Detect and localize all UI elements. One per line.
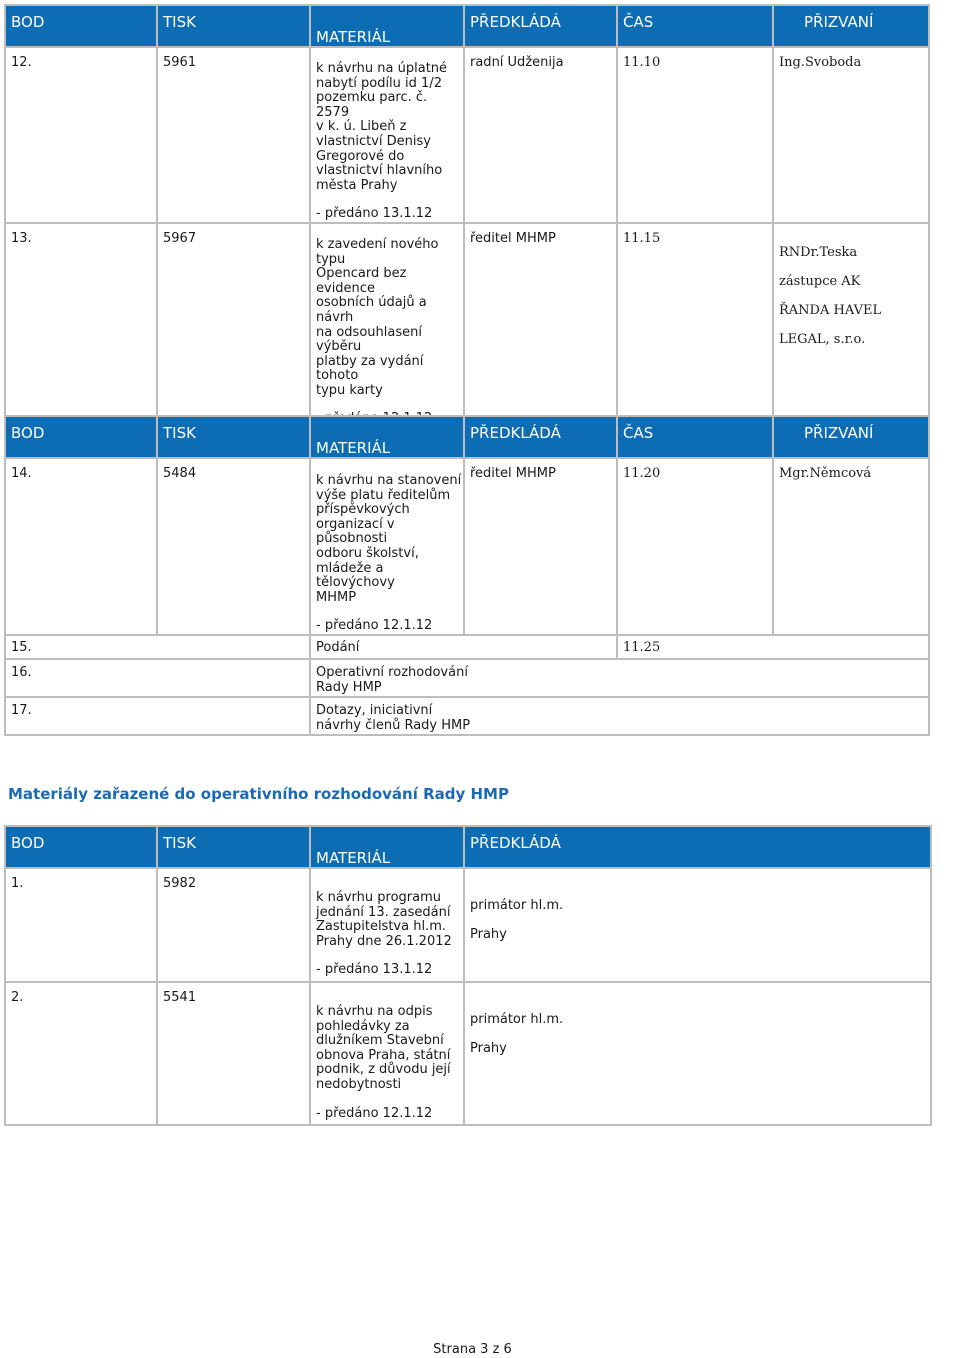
- header-material: MATERIÁL: [310, 416, 464, 458]
- header-tisk: TISK: [157, 5, 310, 47]
- header-material: MATERIÁL: [310, 5, 464, 47]
- prizvani-cell: Mgr.Němcová: [773, 458, 929, 635]
- prizvani-name: ŘANDA HAVEL: [779, 302, 882, 318]
- material-line: MHMP: [316, 589, 357, 605]
- material-line: k návrhu na stanovení: [316, 473, 462, 488]
- bod-cell: 14.: [5, 458, 157, 635]
- material-line: k zavedení nového typu: [316, 236, 439, 267]
- material-line: k návrhu na odpis: [316, 1004, 433, 1019]
- material-line: města Prahy: [316, 177, 398, 193]
- material-line: mládeže a tělovýchovy: [316, 560, 395, 591]
- table-row: [5, 659, 929, 697]
- material-line: organizací v působnosti: [316, 516, 395, 547]
- header-predklada: PŘEDKLÁDÁ: [464, 5, 617, 47]
- tisk-cell: 5541: [157, 982, 310, 1125]
- table-header-row: [5, 5, 929, 47]
- material-line: nedobytnosti: [316, 1076, 402, 1092]
- material-line: platby za vydání tohoto: [316, 353, 424, 384]
- predklada-cell: [464, 982, 931, 1125]
- prizvani-cell: [773, 47, 929, 223]
- predklada-line: primátor hl.m.: [470, 1012, 564, 1027]
- material-cell: [310, 697, 929, 735]
- predano-date: - předáno 13.1.12: [316, 206, 433, 222]
- bod-cell: 12.: [5, 47, 157, 223]
- agenda-table-3: [4, 825, 932, 1126]
- table-row: [5, 458, 929, 635]
- header-cas: ČAS: [617, 416, 773, 458]
- material-line: vlastnictví Denisy: [316, 133, 432, 149]
- table-header-row: [5, 416, 929, 458]
- predklada-line: primátor hl.m.: [470, 898, 564, 913]
- material-line: vlastnictví hlavního: [316, 163, 443, 179]
- material-cell: [310, 458, 464, 635]
- material-cell: [310, 47, 464, 223]
- header-bod: BOD: [5, 416, 157, 458]
- material-line: osobních údajů a návrh: [316, 295, 427, 325]
- bod-cell: 1.: [5, 868, 157, 982]
- predklada-cell: radní Udženija: [464, 47, 617, 223]
- material-line: k návrhu na úplatné: [316, 61, 448, 76]
- material-line: výše platu ředitelům: [316, 487, 451, 503]
- prizvani-name: Ing.Svoboda: [779, 55, 862, 70]
- prizvani-name: zástupce AK: [779, 273, 861, 289]
- material-line: Gregorové do: [316, 148, 405, 164]
- tisk-cell: 5967: [157, 223, 310, 428]
- material-line: Opencard bez evidence: [316, 266, 407, 296]
- material-line: podnik, z důvodu její: [316, 1062, 451, 1078]
- tisk-cell: 5961: [157, 47, 310, 223]
- table-row: [5, 223, 929, 428]
- cas-cell: 11.15: [617, 223, 773, 428]
- agenda-table-2: [4, 415, 930, 736]
- material-line: Dotazy, iniciativní: [316, 702, 433, 718]
- bod-cell: 15.: [5, 635, 310, 659]
- page-number: Strana 3 z 6: [433, 1342, 512, 1357]
- material-line: Prahy dne 26.1.2012: [316, 933, 452, 949]
- bod-cell: 17.: [5, 697, 310, 735]
- bod-cell: 16.: [5, 659, 310, 697]
- material-line: v k. ú. Libeň z: [316, 119, 407, 135]
- cas-cell: 11.25: [617, 635, 929, 659]
- material-line: nabytí podílu id 1/2: [316, 75, 442, 91]
- agenda-table-1: [4, 4, 930, 429]
- table-header-row: [5, 826, 931, 868]
- material-line: Zastupitelstva hl.m.: [316, 919, 446, 935]
- table-row: [5, 868, 931, 982]
- material-line: na odsouhlasení výběru: [316, 324, 422, 355]
- material-line: jednání 13. zasedání: [316, 904, 451, 920]
- cas-cell: 11.10: [617, 47, 773, 223]
- material-line: k návrhu programu: [316, 890, 442, 905]
- predklada-cell: ředitel MHMP: [464, 223, 617, 428]
- prizvani-name: LEGAL, s.r.o.: [779, 331, 866, 347]
- bod-cell: 13.: [5, 223, 157, 428]
- bod-cell: 2.: [5, 982, 157, 1125]
- material-line: pohledávky za: [316, 1018, 410, 1034]
- material-line: pozemku parc. č. 2579: [316, 90, 428, 120]
- table-row: [5, 635, 929, 659]
- material-cell: [310, 659, 929, 697]
- material-line: obnova Praha, státní: [316, 1047, 451, 1063]
- tisk-cell: 5484: [157, 458, 310, 635]
- predano-date: - předáno 13.1.12: [316, 962, 433, 978]
- material-line: odboru školství,: [316, 545, 419, 561]
- predano-date: - předáno 12.1.12: [316, 1105, 433, 1121]
- predklada-cell: [464, 868, 931, 982]
- header-material: MATERIÁL: [310, 826, 464, 868]
- header-bod: BOD: [5, 5, 157, 47]
- prizvani-name: RNDr.Teska: [779, 244, 858, 260]
- predano-date: - předáno 12.1.12: [316, 618, 433, 634]
- predklada-line: Prahy: [470, 927, 507, 942]
- section-title: Materiály zařazené do operativního rozhodování Rady HMP: [8, 785, 509, 803]
- tisk-cell: 5982: [157, 868, 310, 982]
- material-cell: [310, 982, 464, 1125]
- material-line: Operativní rozhodování: [316, 664, 468, 680]
- material-cell: [310, 223, 464, 428]
- table-row: [5, 47, 929, 223]
- header-prizvani: PŘIZVANÍ: [773, 416, 929, 458]
- material-cell: Podání: [310, 635, 617, 659]
- material-line: typu karty: [316, 382, 383, 398]
- material-line: dlužníkem Stavební: [316, 1033, 444, 1049]
- header-bod: BOD: [5, 826, 157, 868]
- header-cas: ČAS: [617, 5, 773, 47]
- header-tisk: TISK: [157, 416, 310, 458]
- cas-cell: 11.20: [617, 458, 773, 635]
- header-prizvani: PŘIZVANÍ: [773, 5, 929, 47]
- prizvani-cell: [773, 223, 929, 428]
- header-predklada: PŘEDKLÁDÁ: [464, 416, 617, 458]
- material-line: Rady HMP: [316, 679, 382, 695]
- table-row: [5, 697, 929, 735]
- material-line: příspěvkových: [316, 502, 410, 518]
- material-line: návrhy členů Rady HMP: [316, 717, 471, 733]
- table-row: [5, 982, 931, 1125]
- header-predklada: PŘEDKLÁDÁ: [464, 826, 931, 868]
- predklada-cell: ředitel MHMP: [464, 458, 617, 635]
- predklada-line: Prahy: [470, 1041, 507, 1056]
- material-cell: [310, 868, 464, 982]
- header-tisk: TISK: [157, 826, 310, 868]
